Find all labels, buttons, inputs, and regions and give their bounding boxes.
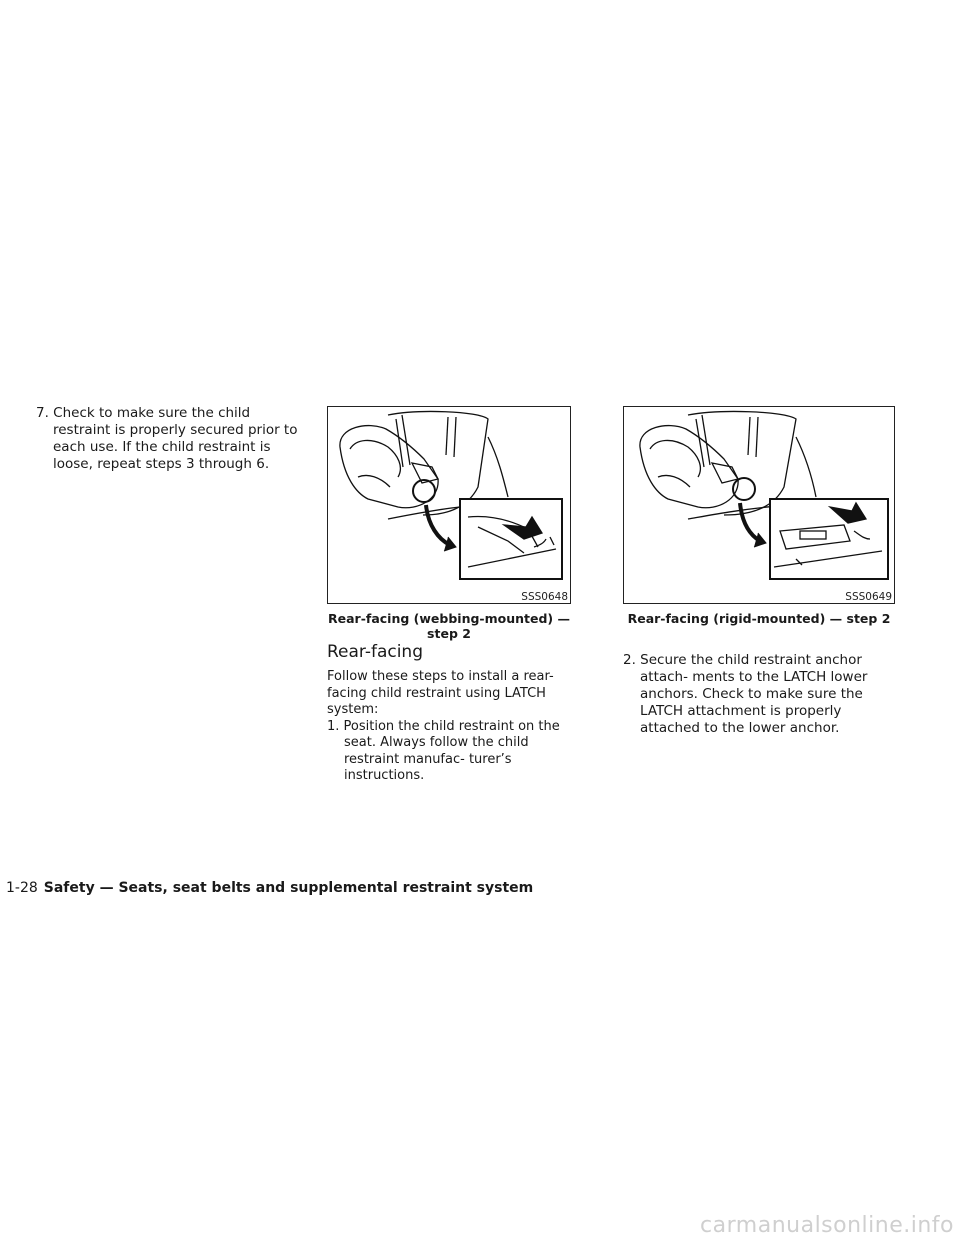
- right-column: [623, 652, 895, 737]
- figure-caption-rigid: Rear-facing (rigid-mounted) — step 2: [627, 611, 891, 626]
- figure-rigid-mounted: [623, 406, 895, 604]
- page-footer: [6, 879, 533, 897]
- figure-code: SSS0648: [521, 591, 568, 603]
- middle-column: [327, 669, 577, 785]
- intro-text: Follow these steps to install a rear-facing child restraint using LATCH system:: [327, 669, 554, 717]
- step-1-text: 1. Position the child restraint on the seat. Always follow the child restraint manufac- turer’s instructions.: [327, 718, 560, 783]
- figure-code: SSS0649: [845, 591, 892, 603]
- section-heading: Rear-facing: [327, 642, 423, 662]
- seat-illustration-webbing: [328, 407, 570, 603]
- left-column: [36, 405, 308, 473]
- figure-webbing-mounted: [327, 406, 571, 604]
- step-7-text: 7. Check to make sure the child restraint is properly secured prior to each use. If the child restraint is loose, repeat steps 3 through 6.: [36, 405, 298, 472]
- watermark-text: carmanualsonline.info: [700, 1213, 954, 1238]
- seat-illustration-rigid: [624, 407, 894, 603]
- section-title: Safety — Seats, seat belts and supplemental restraint system: [43, 880, 534, 896]
- page-number: 1-28: [6, 880, 38, 896]
- figure-caption-webbing: Rear-facing (webbing-mounted) — step 2: [328, 611, 570, 641]
- step-2-text: 2. Secure the child restraint anchor attach- ments to the LATCH lower anchors. Check to make sure the LATCH attachment is properly attached to the lower anchor.: [623, 652, 868, 736]
